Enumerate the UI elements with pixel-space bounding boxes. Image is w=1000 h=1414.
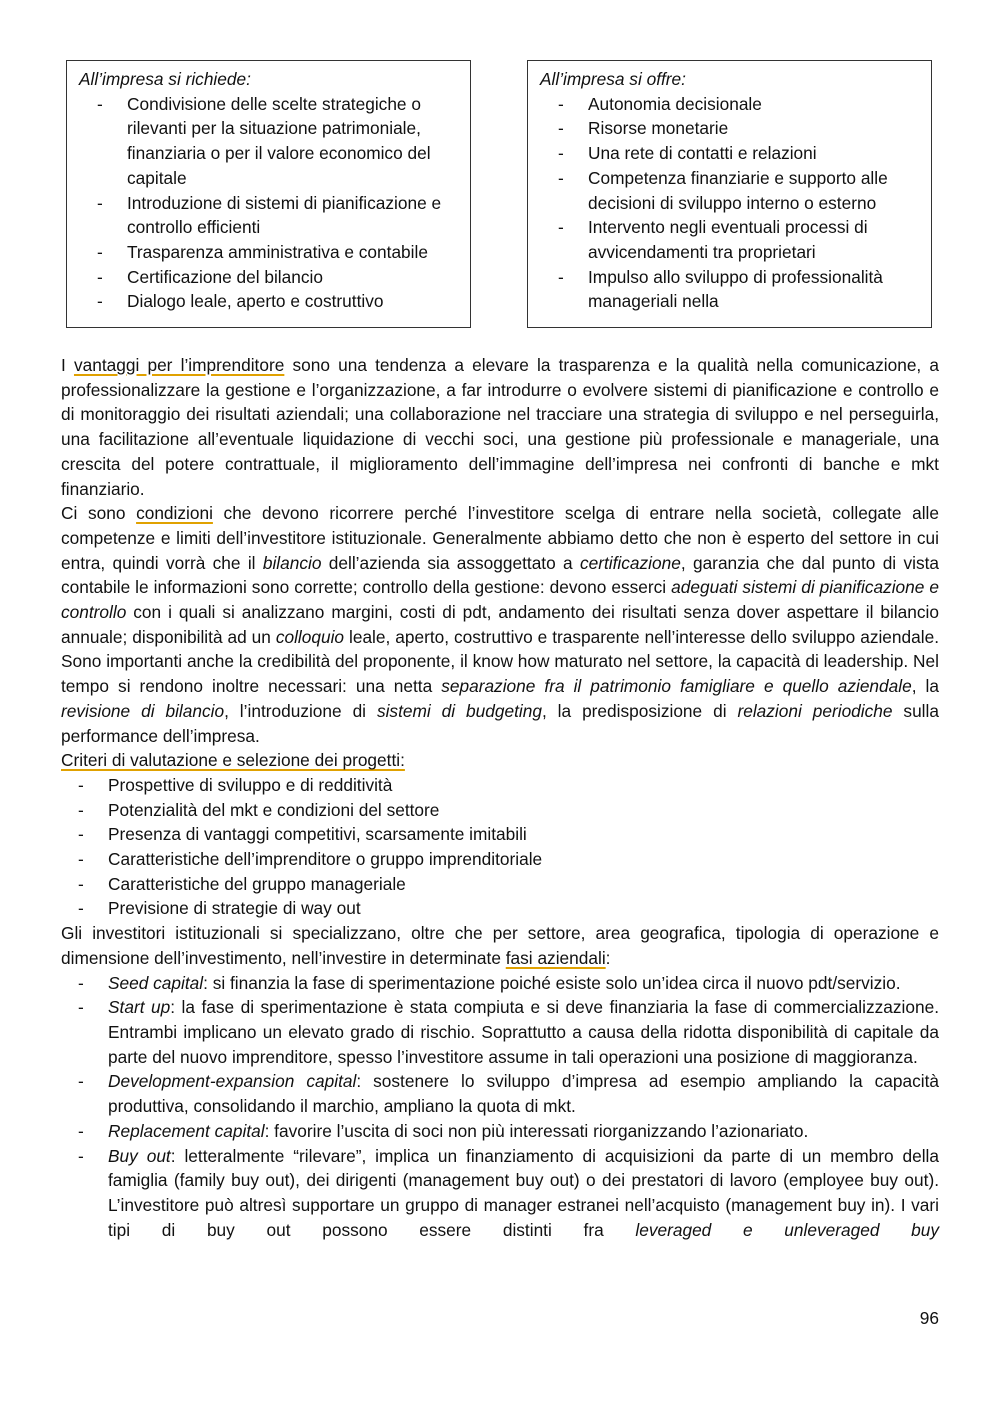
phases-list (61, 971, 939, 1243)
phase-term: Development-expansion capital (108, 1071, 357, 1092)
phase-term: Replacement capital (108, 1120, 265, 1141)
criteria-list (61, 773, 939, 921)
main-text (61, 353, 939, 1242)
text-run: , garanzia che dal punto di vista contabile le informazioni sono corrette; controllo della gestione: devono esserci (61, 552, 940, 598)
requirements-box (66, 60, 471, 328)
list-item: - Trasparenza amministrativa e contabile (79, 240, 458, 265)
text-run: sono una tendenza a elevare la trasparenza e la qualità nella comunicazione, a professionalizzare la gestione e l’organizzazione, a far introdurre o evolvere sistemi di pianificazione e controllo e di monitoraggio dei risultati aziendali; una collaborazione nel tracciare una strategia di sviluppo e nel perseguirla, una facilitazione all’eventuale liquidazione di vecchi soci, una gestione più professionale e manageriale, una crescita del potere contrattuale, il miglioramento dell’immagine dell’impresa nei confronti di banche e mkt finanziario. (61, 355, 940, 499)
list-item: - Una rete di contatti e relazioni (540, 141, 919, 166)
phase-text: : sostenere lo sviluppo d’impresa ad esempio ampliando la capacità produttiva, consolidando il marchio, ampliano la quota di mkt. (108, 1071, 939, 1117)
list-item: - Dialogo leale, aperto e costruttivo (79, 289, 458, 314)
italic-term: revisione di bilancio (61, 700, 225, 721)
text-run: : (605, 947, 611, 968)
text-run: , la (911, 676, 939, 697)
page-number: 96 (919, 1308, 939, 1328)
list-item: - Previsione di strategie di way out (61, 896, 939, 921)
italic-term: bilancio (262, 552, 322, 573)
list-item: - Prospettive di sviluppo e di redditività (61, 773, 939, 798)
list-item: - Certificazione del bilancio (79, 265, 458, 290)
phase-buy-out (61, 1144, 939, 1243)
underlined-heading: Criteri di valutazione e selezione dei progetti: (61, 750, 405, 771)
phase-start-up (61, 995, 939, 1069)
phase-replacement-capital (61, 1119, 939, 1144)
text-run: sulla performance dell’impresa. (61, 700, 939, 746)
requirements-list (79, 92, 458, 314)
italic-term: separazione fra il patrimonio famigliare e quello aziendale (441, 676, 912, 697)
italic-term: certificazione (579, 552, 681, 573)
text-run: I (61, 355, 74, 375)
paragraph-entrepreneur-advantages (61, 353, 939, 501)
list-item: - Autonomia decisionale (540, 92, 919, 117)
text-run: , l’introduzione di (224, 700, 377, 721)
phase-text: : letteralmente “rilevare”, implica un finanziamento di acquisizioni da parte di un membro della famiglia (family buy out), dei dirigenti (management buy out) o dei prestatori di lavoro (employee buy out). L’investitore può altresì supportare un gruppo di manager estranei nell’acquisto (management buy in). I vari tipi di buy out possono essere distinti fra (108, 1145, 939, 1240)
underlined-term: vantaggi per l’imprenditore (73, 355, 285, 375)
offers-list (540, 92, 919, 314)
list-item: - Intervento negli eventuali processi di avvicendamenti tra proprietari (540, 215, 919, 264)
text-run: , la predisposizione di (541, 700, 738, 721)
italic-term: colloquio (275, 626, 345, 647)
offers-box (527, 60, 932, 328)
underlined-term: condizioni (136, 503, 213, 524)
phase-seed-capital (61, 971, 939, 996)
text-run: dell’azienda sia assoggettato a (321, 552, 580, 573)
text-run: Gli investitori istituzionali si specializzano, oltre che per settore, area geografica, tipologia di operazione e dimensione dell’investimento, nell’investire in determinate (61, 923, 939, 968)
phase-text: : favorire l’uscita di soci non più interessati riorganizzando l’azionariato. (264, 1120, 809, 1141)
phase-development-expansion (61, 1069, 939, 1118)
paragraph-conditions (61, 501, 939, 748)
italic-term: adeguati sistemi di pianificazione e controllo (61, 577, 939, 623)
list-item: - Condivisione delle scelte strategiche o rilevanti per la situazione patrimoniale, finanziaria o per il valore economico del capitale (79, 92, 458, 191)
underlined-term: fasi aziendali (505, 947, 606, 968)
text-run: che devono ricorrere perché l’investitore scelga di entrare nella società, collegate alle competenze e limiti dell’investitore istituzionale. Generalmente abbiamo detto che non è esperto del settore in cui entra, quindi vorrà che il (61, 503, 939, 573)
phase-term: Buy out (108, 1145, 171, 1166)
phase-term: Seed capital (108, 972, 204, 993)
list-item: - Caratteristiche dell’imprenditore o gruppo imprenditoriale (61, 847, 939, 872)
list-item: - Caratteristiche del gruppo manageriale (61, 872, 939, 897)
text-run: leale, aperto, costruttivo e trasparente nell’interesse dello sviluppo aziendale. Sono importanti anche la credibilità del proponente, il know how maturato nel settore, la capacità di leadership. Nel tempo si rendono inoltre necessari: una netta (61, 626, 939, 697)
phase-text: : la fase di sperimentazione è stata compiuta e si deve finanziaria la fase di commercializzazione. Entrambi implicano un elevato grado di rischio. Soprattutto a causa della ridotta disponibilità di capitale da parte del nuovo imprenditore, spesso l’investitore assume in tali operazioni una posizione di maggioranza. (108, 997, 939, 1067)
list-item: - Competenza finanziarie e supporto alle decisioni di sviluppo interno o esterno (540, 166, 919, 215)
phase-text: : si finanzia la fase di sperimentazione poiché esiste solo un’idea circa il nuovo pdt/servizio. (203, 972, 901, 993)
phase-term: Start up (108, 997, 171, 1018)
paragraph-specialization (61, 921, 939, 970)
phase-term: leveraged e unleveraged buy (635, 1219, 939, 1240)
list-item: - Risorse monetarie (540, 116, 919, 141)
list-item: - Potenzialità del mkt e condizioni del settore (61, 798, 939, 823)
text-run: con i quali si analizzano margini, costi di pdt, andamento dei risultati senza dover aspettare il bilancio annuale; disponibilità ad un (61, 602, 939, 647)
list-item: - Introduzione di sistemi di pianificazione e controllo efficienti (79, 191, 458, 240)
list-item: - Presenza di vantaggi competitivi, scarsamente imitabili (61, 822, 939, 847)
offers-heading: All’impresa si offre: (540, 69, 686, 89)
italic-term: sistemi di budgeting (376, 700, 542, 721)
list-item: - Impulso allo sviluppo di professionalità manageriali nella (540, 265, 919, 314)
text-run: Ci sono (61, 503, 137, 524)
requirements-heading: All’impresa si richiede: (79, 69, 251, 89)
italic-term: relazioni periodiche (737, 700, 893, 721)
criteria-heading (61, 748, 939, 773)
